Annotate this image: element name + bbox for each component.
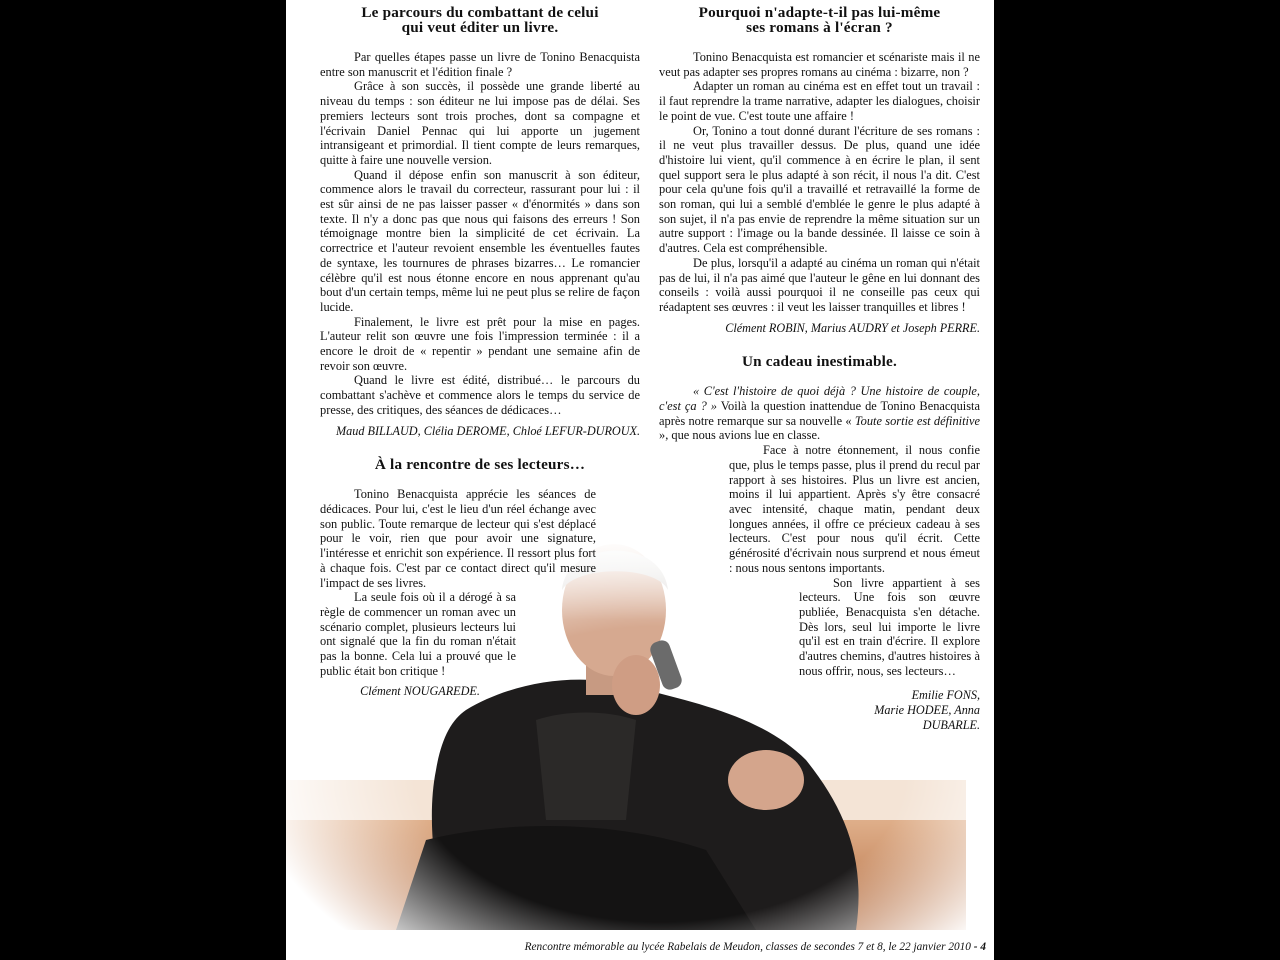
page-number: - 4 <box>970 941 986 953</box>
signature: Maud BILLAUD, Clélia DEROME, Chloé LEFUR-DUROUX. <box>336 423 640 438</box>
paragraph: De plus, lorsqu'il a adapté au cinéma un roman qui n'était pas de lui, il n'a pas aimé que l'auteur le gêne en lui donnant des conseils : voilà aussi pourquoi il ne conseille pas ceux qui réadaptent ses œuvres : il veut les laisser tranquilles et libres ! <box>659 255 980 314</box>
paragraph: La seule fois où il a dérogé à sa règle de commencer un roman avec un scénario complet, plusieurs lecteurs lui ont signalé que la fin du roman n'était pas la bonne. Cela lui a prouvé que le public était bon critique ! <box>320 590 516 678</box>
paragraph: Or, Tonino a tout donné durant l'écriture de ses romans : il ne veut plus travailler dessus. De plus, quand une idée d'histoire lui vient, qu'il commence à en écrire le plan, il sent quel support sera le plus adapté à son récit, il nous l'a dit. C'est pour cela qu'une fois qu'il a travaillé et retravaillé la forme de son roman, qui lui a semblé d'emblée le genre le plus adapté à son sujet, il n'a pas envie de reprendre la même situation sur un autre support : l'image ou la bande dessinée. Il laisse ce soin à d'autres. Cela est compréhensible. <box>659 123 980 256</box>
paragraph: Finalement, le livre est prêt pour la mise en pages. L'auteur relit son œuvre une fois l'impression terminée : il a encore le droit de « repentir » pendant une semaine afin de revoir son œuvre. <box>320 314 640 373</box>
paragraph <box>659 384 980 443</box>
footer-text: Rencontre mémorable au lycée Rabelais de Meudon, classes de secondes 7 et 8, le 22 janvier 2010 <box>524 941 971 953</box>
signature: Clément NOUGAREDE. <box>360 684 480 699</box>
paragraph: Tonino Benacquista apprécie les séances de dédicaces. Pour lui, c'est le lieu d'un réel échange avec son public. Toute remarque de lecteur qui s'est déplacé pour le voir, rien que pour avoir une signature, l'intéresse et enrichit son expérience. Il ressort plus fort à chaque fois. C'est par ce contact direct qu'il mesure l'impact de ses livres. <box>320 487 596 590</box>
heading-cadeau: Un cadeau inestimable. <box>741 353 897 371</box>
signature-line: DUBARLE. <box>922 717 980 732</box>
heading-adaptation-line2: ses romans à l'écran ? <box>746 19 893 36</box>
paragraph: Adapter un roman au cinéma est en effet tout un travail : il faut reprendre la trame narrative, adapter les dialogues, choisir le point de vue. C'est toute une affaire ! <box>659 79 980 123</box>
magazine-page <box>286 0 994 960</box>
paragraph: Tonino Benacquista est romancier et scénariste mais il ne veut pas adapter ses propres romans au cinéma : bizarre, non ? <box>659 50 980 79</box>
book-title: Toute sortie est définitive <box>854 413 981 428</box>
heading-parcours-line2: qui veut éditer un livre. <box>401 19 559 36</box>
heading-parcours-line1: Le parcours du combattant de celui <box>361 4 599 21</box>
paragraph-text: Voilà la question inattendue de Tonino Benacquista après notre remarque sur sa nouvelle « <box>659 399 980 428</box>
heading-rencontre: À la rencontre de ses lecteurs… <box>374 456 586 474</box>
quote: « C'est l'histoire de quoi déjà ? Une histoire de couple, c'est ça ? » <box>659 384 980 414</box>
heading-parcours <box>320 5 640 35</box>
paragraph: Grâce à son succès, il possède une grande liberté au niveau du temps : son éditeur ne lui impose pas de délai. Ses premiers lecteurs sont trois proches, dont sa compagne et l'écrivain Daniel Pennac qui lui apporte un jugement intransigeant et primordial. Il tient compte de leurs remarques, quitte à faire une nouvelle version. <box>320 79 640 167</box>
page-footer <box>286 941 986 953</box>
paragraph-text: », que nous avions lue en classe. <box>659 428 821 443</box>
right-column <box>659 0 980 733</box>
left-column <box>320 0 640 699</box>
paragraph: Son livre appartient à ses lecteurs. Une fois son œuvre publiée, Benacquista s'en détache. Dès lors, seul lui importe le livre qu'il est en train d'écrire. Il explore d'autres chemins, d'autres histoires à nous offrir, nous, ses lecteurs… <box>799 575 980 678</box>
heading-adaptation <box>659 5 980 35</box>
heading-adaptation-line1: Pourquoi n'adapte-t-il pas lui-même <box>698 4 941 21</box>
paragraph: Par quelles étapes passe un livre de Tonino Benacquista entre son manuscrit et l'édition finale ? <box>320 50 640 79</box>
signature: Clément ROBIN, Marius AUDRY et Joseph PERRE. <box>725 320 980 335</box>
paragraph: Quand il dépose enfin son manuscrit à son éditeur, commence alors le travail du correcteur, rassurant pour lui : il est sûr ainsi de ne pas laisser passer « d'énormités » dans son texte. Il n'y a donc pas que nous qui faisons des erreurs ! Son témoignage montre bien la simplicité de cet écrivain. La correctrice et l'auteur revoient ensemble les éventuelles fautes de syntaxe, les tournures de phrases bizarres… Le romancier célèbre qu'il est nous étonne encore en nous apprenant qu'au bout d'un certain temps, même lui ne peut plus se relire de façon lucide. <box>320 167 640 314</box>
paragraph: Face à notre étonnement, il nous confie que, plus le temps passe, plus il prend du recul par rapport à ses histoires. Plus un livre est ancien, moins il lui appartient. Après s'y être consacré avec intensité, chaque matin, pendant deux longues années, il offre ce précieux cadeau à ses lecteurs. C'est pour nous qu'il écrit. Cette générosité d'écrivain nous surprend et nous émeut : nous nous sentons importants. <box>729 443 980 575</box>
signature-line: Marie HODEE, Anna <box>874 703 980 718</box>
signature-line: Emilie FONS, <box>911 688 980 703</box>
paragraph: Quand le livre est édité, distribué… le parcours du combattant s'achève et commence alors le temps du service de presse, des critiques, des séances de dédicaces… <box>320 373 640 417</box>
